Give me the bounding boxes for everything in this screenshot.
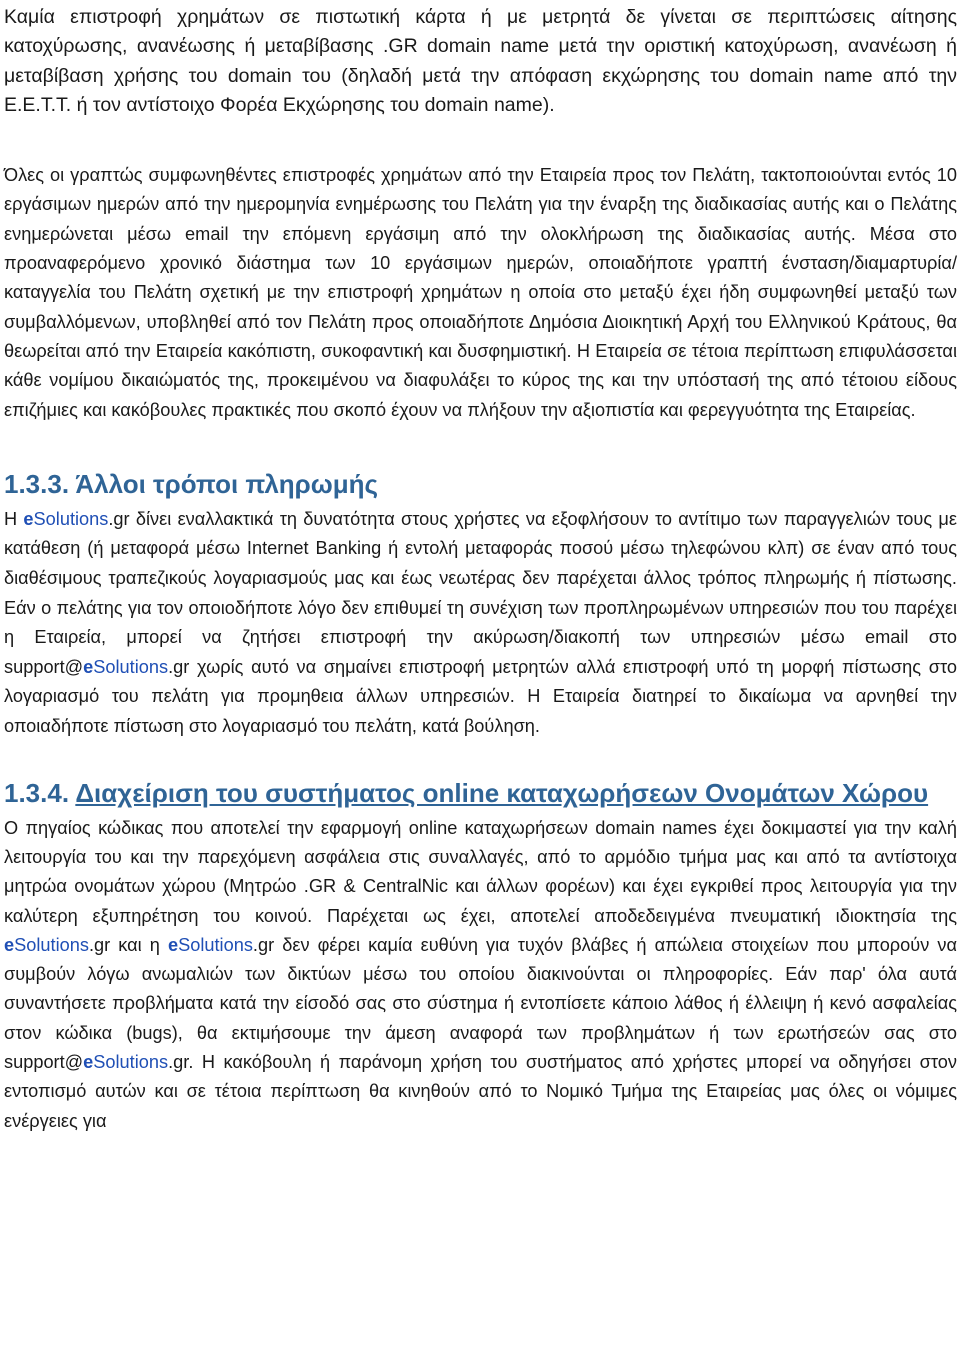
paragraph-other-payment-methods: Η eSolutions.gr δίνει εναλλακτικά τη δυνατότητα στους χρήστες να εξοφλήσουν το αντίτιμο των παραγγελιών τους με κατάθεση (ή μεταφορά μέσω Internet Banking ή εντολή μεταφοράς ποσού μέσω τηλεφώνου κλπ) σε έναν από τους διαθέσιμους τραπεζικούς λογαριασμούς μας και έως νεωτέρας δεν παρέχεται άλλος τρόπος πληρωμής ή πίστωσης. Εάν ο πελάτης για τον οποιοδήποτε λόγο δεν επιθυμεί τη συνέχιση των προπληρωμένων υπηρεσιών που του παρέχει η Εταιρεία, μπορεί να ζητήσει επιστροφή την ακύρωση/διακοπή των υπηρεσιών μέσω email στο support@eSolutions.gr χωρίς αυτό να σημαίνει επιστροφή μετρητών αλλά επιστροφή υπό τη μορφή πίστωσης στο λογαριασμό του πελάτη για προμηθεια άλλων υπηρεσιών. Η Εταιρεία διατηρεί το δικαίωμα να αρνηθεί την οποιαδήποτε πίστωση στο λογαριασμό του πελάτη, κατά βούληση. (4, 508, 957, 737)
esolutions-brand: eSolutions.gr (167, 934, 275, 955)
paragraph-online-registration-system: Ο πηγαίος κώδικας που αποτελεί την εφαρμογή online καταχωρήσεων domain names έχει δοκιμαστεί για την καλή λειτουργία του και την παρεχόμενη ασφάλεια στις συναλλαγές, από το αρμόδιο τμήμα μας και από τα αντίστοιχα μητρώα ονομάτων χώρου (Μητρώο .GR & CentralNic και άλλων φορέων) και έχει εγκριθεί προς λειτουργία για την καλύτερη εξυπηρέτηση του κοινού. Παρέχεται ως έχει, αποτελεί αποδεδειγμένα πνευματική ιδιοκτησία της eSolutions.gr και η eSolutions.gr δεν φέρει καμία ευθύνη για τυχόν βλάβες ή απώλεια στοιχείων που μπορούν να συμβούν λόγω ανωμαλιών των δικτύων μέσω του οποίου διακινούνται οι πληροφορίες. Εάν παρ' όλα αυτά συναντήσετε προβλήματα κατά την είσοδό σας στο σύστημα ή εντοπίσετε κάποιο λάθος ή έλλειψη ή κενό ασφαλείας στον κώδικα (bugs), θα εκτιμήσουμε την άμεση αναφορά των προβλημάτων ή των ερωτήσεών σας στο support@eSolutions.gr. Η κακόβουλη ή παράνομη χρήση του συστήματος από χρήστες μπορεί να οδηγήσει στον εντοπισμό αυτών και σε τέτοια περίπτωση θα κινηθούν από το Νομικό Τμήμα της Εταιρείας μας όλες οι νόμιμες ενέργειες για (4, 817, 957, 1131)
esolutions-brand: eSolutions.gr (23, 508, 130, 529)
section-heading-online-registration-system (4, 776, 957, 810)
esolutions-brand: eSolutions.gr (4, 934, 111, 955)
document-page (4, 0, 957, 1136)
support-email[interactable]: support@eSolutions.gr (4, 1051, 189, 1072)
support-email[interactable]: support@eSolutions.gr (4, 656, 190, 677)
section-title: Άλλοι τρόποι πληρωμής (75, 468, 379, 499)
section-number: 1.3.3. (4, 468, 70, 499)
section-heading-other-payment-methods (4, 467, 957, 501)
section-title: Διαχείριση του συστήματος online καταχωρήσεων Ονομάτων Χώρου (75, 777, 929, 808)
paragraph-refund-tail: Καμία επιστροφή χρημάτων σε πιστωτική κάρτα ή με μετρητά δε γίνεται σε περιπτώσεις αίτησης κατοχύρωσης, ανανέωσης ή μεταβίβασης .GR domain name μετά την οριστική κατοχύρωση, ανανέωση ή μεταβίβαση χρήσης του domain του (δηλαδή μετά την απόφαση εκχώρησης του domain name από την Ε.Ε.Τ.Τ. ή τον αντίστοιχο Φορέα Εκχώρησης του domain name). (4, 6, 957, 116)
paragraph-agreed-refunds: Όλες οι γραπτώς συμφωνηθέντες επιστροφές χρημάτων από την Εταιρεία προς τον Πελάτη, τακτοποιούνται εντός 10 εργάσιμων ημερών από την ημερομηνία ενημέρωσης του Πελάτη για την έναρξη της διαδικασίας αυτής και ο Πελάτης ενημερώνεται μέσω email την επόμενη εργάσιμη από την ολοκλήρωση της διαδικασίας αυτής. Μέσα στο προαναφερόμενο χρονικό διάστημα των 10 εργάσιμων ημερών, οποιαδήποτε γραπτή ένσταση/διαμαρτυρία/καταγγελία του Πελάτη σχετική με την επιστροφή χρημάτων η οποία στο μεταξύ έχει ήδη συμφωνηθεί μεταξύ των συμβαλλόμενων, υποβληθεί από τον Πελάτη προς οποιαδήποτε Δημόσια Διοικητική Αρχή του Ελληνικού Κράτους, θα θεωρείται από την Εταιρεία κακόπιστη, συκοφαντική και δυσφημιστική. Η Εταιρεία σε τέτοια περίπτωση επιφυλάσσεται κάθε νομίμου δικαιώματός της, προκειμένου να διαφυλάξει το κύρος της και την υπόστασή της από τέτοιου είδους επιζήμιες και κακόβουλες πρακτικές που σκοπό έχουν να πλήξουν την αξιοπιστία και φερεγγυότητα της Εταιρείας. (4, 165, 957, 420)
section-number: 1.3.4. (4, 777, 70, 808)
